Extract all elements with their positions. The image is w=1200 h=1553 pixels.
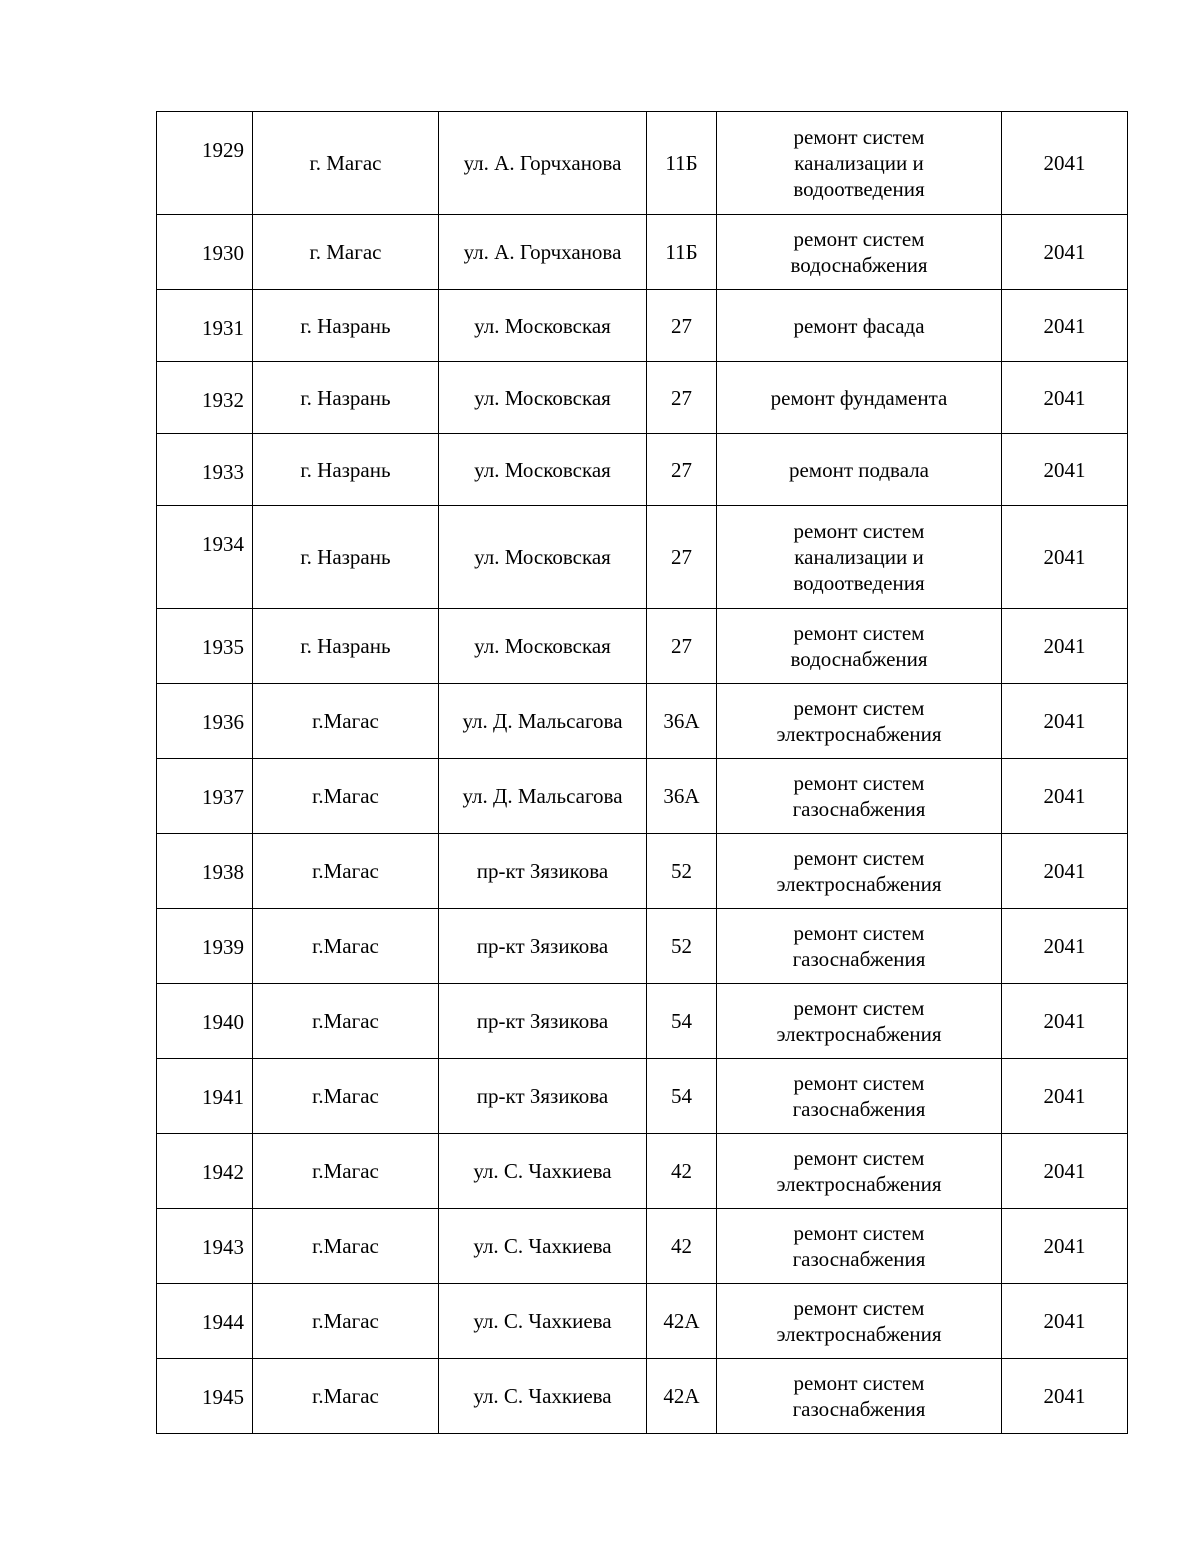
table-row (157, 434, 1128, 506)
table-row (157, 112, 1128, 215)
row-number-cell: 1938 (157, 834, 253, 909)
city-cell: г. Назрань (253, 362, 439, 434)
table-row (157, 290, 1128, 362)
table-body (157, 112, 1128, 1434)
table-row (157, 759, 1128, 834)
year-cell: 2041 (1002, 434, 1128, 506)
table-row (157, 506, 1128, 609)
city-cell: г.Магас (253, 1209, 439, 1284)
street-cell: ул. Д. Мальсагова (439, 759, 647, 834)
city-cell: г.Магас (253, 1134, 439, 1209)
year-cell: 2041 (1002, 362, 1128, 434)
work-type-line: водоснабжения (790, 647, 928, 671)
street-cell: ул. Московская (439, 609, 647, 684)
work-type-cell (717, 362, 1002, 434)
work-type-cell (717, 834, 1002, 909)
work-type-line: ремонт систем (793, 227, 925, 251)
row-number-cell: 1943 (157, 1209, 253, 1284)
work-type-line: ремонт систем (793, 621, 925, 645)
work-type-line: ремонт систем (793, 846, 925, 870)
year-cell: 2041 (1002, 909, 1128, 984)
work-type-line: ремонт систем (793, 1296, 925, 1320)
work-type-line: ремонт фасада (793, 313, 925, 338)
street-cell: пр-кт Зязикова (439, 984, 647, 1059)
work-type-line: электроснабжения (776, 1172, 942, 1196)
table-row (157, 1284, 1128, 1359)
work-type-cell (717, 1359, 1002, 1434)
street-cell: ул. Московская (439, 362, 647, 434)
table-row (157, 1359, 1128, 1434)
year-cell: 2041 (1002, 834, 1128, 909)
work-type-line: электроснабжения (776, 1322, 942, 1346)
street-cell: пр-кт Зязикова (439, 909, 647, 984)
work-type-line: канализации и (794, 545, 924, 569)
street-cell: ул. Московская (439, 506, 647, 609)
work-type-line: ремонт систем (793, 1221, 925, 1245)
table-row (157, 984, 1128, 1059)
work-type-line: газоснабжения (792, 947, 926, 971)
city-cell: г. Магас (253, 215, 439, 290)
city-cell: г.Магас (253, 1284, 439, 1359)
work-type-cell (717, 909, 1002, 984)
city-cell: г. Магас (253, 112, 439, 215)
house-number-cell: 27 (647, 506, 717, 609)
city-cell: г.Магас (253, 1359, 439, 1434)
work-type-cell (717, 1059, 1002, 1134)
house-number-cell: 52 (647, 834, 717, 909)
row-number-cell: 1929 (157, 112, 253, 215)
house-number-cell: 54 (647, 1059, 717, 1134)
row-number-cell: 1939 (157, 909, 253, 984)
year-cell: 2041 (1002, 1134, 1128, 1209)
work-type-line: канализации и (794, 151, 924, 175)
year-cell: 2041 (1002, 759, 1128, 834)
row-number-cell: 1940 (157, 984, 253, 1059)
street-cell: ул. С. Чахкиева (439, 1134, 647, 1209)
row-number-cell: 1930 (157, 215, 253, 290)
city-cell: г.Магас (253, 759, 439, 834)
house-number-cell: 11Б (647, 215, 717, 290)
year-cell: 2041 (1002, 506, 1128, 609)
street-cell: ул. С. Чахкиева (439, 1359, 647, 1434)
street-cell: ул. А. Горчханова (439, 112, 647, 215)
work-type-cell (717, 215, 1002, 290)
table-row (157, 684, 1128, 759)
table-row (157, 1134, 1128, 1209)
work-type-cell (717, 112, 1002, 215)
city-cell: г.Магас (253, 1059, 439, 1134)
table-row (157, 1059, 1128, 1134)
table-row (157, 834, 1128, 909)
city-cell: г. Назрань (253, 434, 439, 506)
row-number-cell: 1944 (157, 1284, 253, 1359)
street-cell: ул. Д. Мальсагова (439, 684, 647, 759)
house-number-cell: 27 (647, 290, 717, 362)
row-number-cell: 1936 (157, 684, 253, 759)
row-number-cell: 1941 (157, 1059, 253, 1134)
work-type-line: ремонт фундамента (770, 385, 948, 410)
work-type-line: ремонт систем (793, 921, 925, 945)
house-number-cell: 42 (647, 1134, 717, 1209)
house-number-cell: 27 (647, 362, 717, 434)
year-cell: 2041 (1002, 1059, 1128, 1134)
work-type-line: ремонт систем (793, 1146, 925, 1170)
repair-schedule-table (156, 111, 1128, 1434)
house-number-cell: 27 (647, 609, 717, 684)
house-number-cell: 11Б (647, 112, 717, 215)
work-type-line: газоснабжения (792, 1397, 926, 1421)
house-number-cell: 36А (647, 684, 717, 759)
house-number-cell: 54 (647, 984, 717, 1059)
row-number-cell: 1933 (157, 434, 253, 506)
row-number-cell: 1935 (157, 609, 253, 684)
work-type-cell (717, 1134, 1002, 1209)
table-row (157, 215, 1128, 290)
city-cell: г.Магас (253, 834, 439, 909)
row-number-cell: 1942 (157, 1134, 253, 1209)
work-type-cell (717, 290, 1002, 362)
house-number-cell: 42А (647, 1359, 717, 1434)
house-number-cell: 27 (647, 434, 717, 506)
table-row (157, 362, 1128, 434)
row-number-cell: 1931 (157, 290, 253, 362)
year-cell: 2041 (1002, 215, 1128, 290)
work-type-line: электроснабжения (776, 872, 942, 896)
table-row (157, 909, 1128, 984)
work-type-line: ремонт систем (793, 696, 925, 720)
work-type-line: водоотведения (793, 177, 925, 201)
row-number-cell: 1932 (157, 362, 253, 434)
work-type-line: газоснабжения (792, 797, 926, 821)
work-type-line: ремонт систем (793, 519, 925, 543)
city-cell: г. Назрань (253, 290, 439, 362)
work-type-cell (717, 759, 1002, 834)
city-cell: г.Магас (253, 684, 439, 759)
table-row (157, 1209, 1128, 1284)
work-type-line: водоснабжения (790, 253, 928, 277)
work-type-cell (717, 684, 1002, 759)
row-number-cell: 1934 (157, 506, 253, 609)
work-type-cell (717, 609, 1002, 684)
work-type-line: электроснабжения (776, 1022, 942, 1046)
work-type-line: ремонт систем (793, 771, 925, 795)
city-cell: г. Назрань (253, 609, 439, 684)
city-cell: г.Магас (253, 909, 439, 984)
work-type-line: водоотведения (793, 571, 925, 595)
street-cell: ул. Московская (439, 434, 647, 506)
street-cell: ул. С. Чахкиева (439, 1209, 647, 1284)
city-cell: г. Назрань (253, 506, 439, 609)
year-cell: 2041 (1002, 609, 1128, 684)
year-cell: 2041 (1002, 984, 1128, 1059)
work-type-line: газоснабжения (792, 1097, 926, 1121)
year-cell: 2041 (1002, 1284, 1128, 1359)
work-type-line: ремонт систем (793, 125, 925, 149)
work-type-cell (717, 434, 1002, 506)
row-number-cell: 1945 (157, 1359, 253, 1434)
street-cell: пр-кт Зязикова (439, 1059, 647, 1134)
house-number-cell: 42 (647, 1209, 717, 1284)
house-number-cell: 52 (647, 909, 717, 984)
house-number-cell: 42А (647, 1284, 717, 1359)
year-cell: 2041 (1002, 1359, 1128, 1434)
street-cell: ул. А. Горчханова (439, 215, 647, 290)
work-type-cell (717, 506, 1002, 609)
row-number-cell: 1937 (157, 759, 253, 834)
work-type-cell (717, 984, 1002, 1059)
house-number-cell: 36А (647, 759, 717, 834)
year-cell: 2041 (1002, 290, 1128, 362)
work-type-line: ремонт подвала (788, 457, 930, 482)
year-cell: 2041 (1002, 112, 1128, 215)
city-cell: г.Магас (253, 984, 439, 1059)
street-cell: ул. С. Чахкиева (439, 1284, 647, 1359)
year-cell: 2041 (1002, 684, 1128, 759)
work-type-line: газоснабжения (792, 1247, 926, 1271)
work-type-cell (717, 1284, 1002, 1359)
work-type-line: ремонт систем (793, 996, 925, 1020)
street-cell: ул. Московская (439, 290, 647, 362)
work-type-line: ремонт систем (793, 1071, 925, 1095)
work-type-line: ремонт систем (793, 1371, 925, 1395)
work-type-cell (717, 1209, 1002, 1284)
year-cell: 2041 (1002, 1209, 1128, 1284)
street-cell: пр-кт Зязикова (439, 834, 647, 909)
table-row (157, 609, 1128, 684)
work-type-line: электроснабжения (776, 722, 942, 746)
